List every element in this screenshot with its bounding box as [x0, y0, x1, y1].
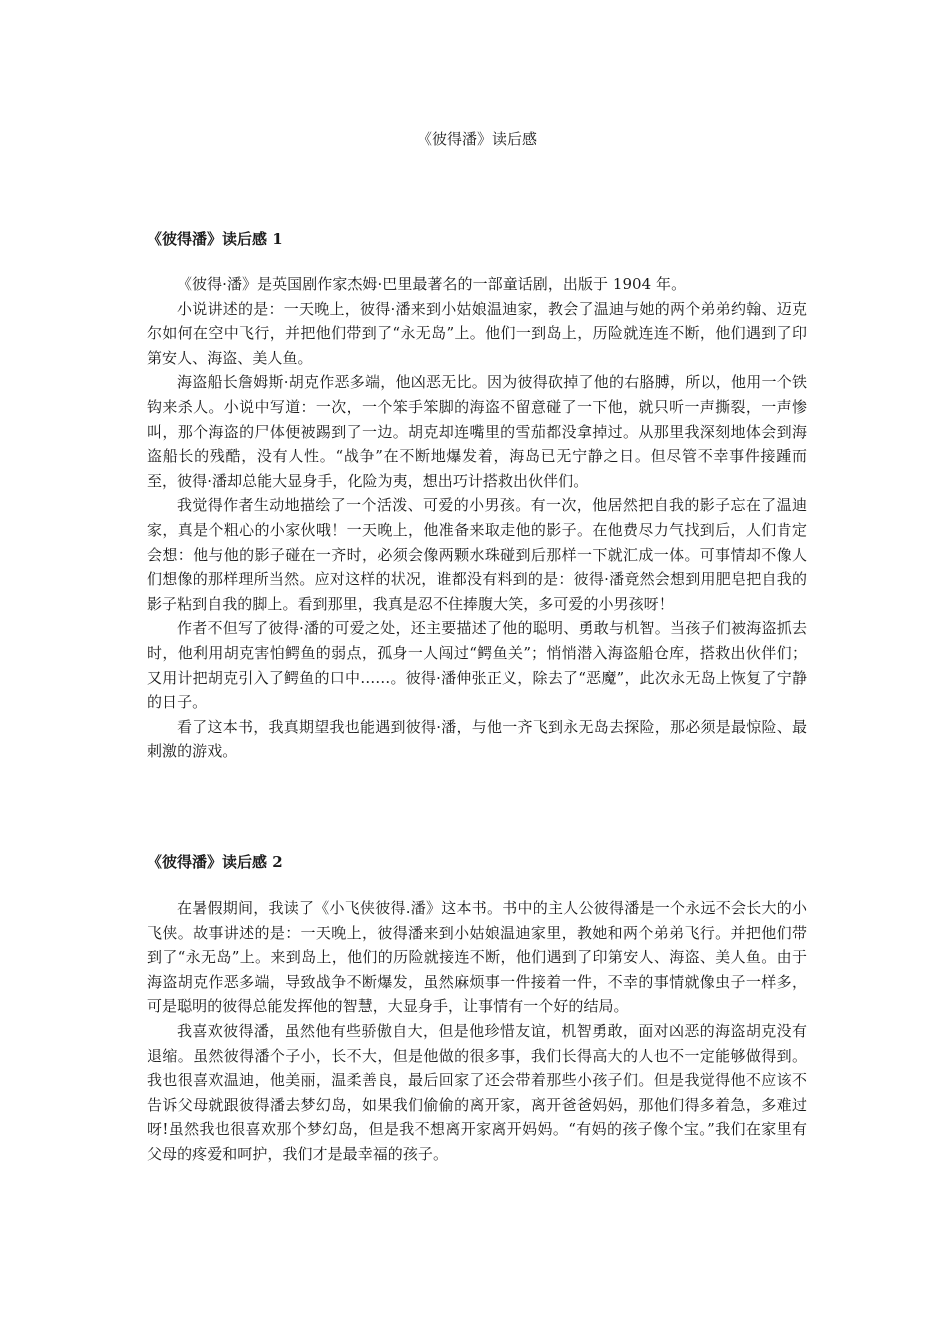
paragraph: 《彼得·潘》是英国剧作家杰姆·巴里最著名的一部童话剧，出版于 1904 年。	[177, 275, 687, 293]
section-heading-2: 《彼得潘》读后感 2	[147, 853, 283, 871]
paragraph: 我喜欢彼得潘，虽然他有些骄傲自大，但是他珍惜友谊，机智勇敢，面对凶恶的海盗胡克没有退缩。虽然彼得潘个子小，长不大，但是他做的很多事，我们长得高大的人也不一定能够做得到。我也很喜欢温迪，他美丽，温柔善良，最后回家了还会带着那些小孩子们。但是我觉得他不应该不告诉父母就跟彼得潘去梦幻岛，如果我们偷偷的离开家，离开爸爸妈妈，那他们得多着急，多难过呀!虽然我也很喜欢那个梦幻岛，但是我不想离开家离开妈妈。“有妈的孩子像个宝。”我们在家里有父母的疼爱和呵护，我们才是最幸福的孩子。	[147, 1021, 807, 1163]
document-title: 《彼得潘》读后感	[416, 130, 537, 148]
paragraph: 我觉得作者生动地描绘了一个活泼、可爱的小男孩。有一次，他居然把自我的影子忘在了温迪家，真是个粗心的小家伙哦！一天晚上，他准备来取走他的影子。在他费尽力气找到后，人们肯定会想：他与他的影子碰在一齐时，必须会像两颗水珠碰到后那样一下就汇成一体。可事情却不像人们想像的那样理所当然。应对这样的状况，谁都没有料到的是：彼得·潘竟然会想到用肥皂把自我的影子粘到自我的脚上。看到那里，我真是忍不住捧腹大笑，多可爱的小男孩呀！	[147, 496, 807, 613]
paragraph: 看了这本书，我真期望我也能遇到彼得·潘，与他一齐飞到永无岛去探险，那必须是最惊险、最刺激的游戏。	[147, 717, 807, 761]
paragraph: 海盗船长詹姆斯·胡克作恶多端，他凶恶无比。因为彼得砍掉了他的右胳膊，所以，他用一个铁钩来杀人。小说中写道：一次，一个笨手笨脚的海盗不留意碰了一下他，就只听一声撕裂，一声惨叫，那个海盗的尸体便被踢到了一边。胡克却连嘴里的雪茄都没拿掉过。从那里我深刻地体会到海盗船长的残酷，没有人性。“战争”在不断地爆发着，海岛已无宁静之日。但尽管不幸事件接踵而至，彼得·潘却总能大显身手，化险为夷，想出巧计搭救出伙伴们。	[147, 373, 807, 490]
paragraph: 作者不但写了彼得·潘的可爱之处，还主要描述了他的聪明、勇敢与机智。当孩子们被海盗抓去时，他利用胡克害怕鳄鱼的弱点，孤身一人闯过“鳄鱼关”；悄悄潜入海盗船仓库，搭救出伙伴们；又用计把胡克引入了鳄鱼的口中……。彼得·潘伸张正义，除去了“恶魔”，此次永无岛上恢复了宁静的日子。	[147, 619, 807, 712]
section-body-1	[147, 272, 807, 764]
section-heading-1: 《彼得潘》读后感 1	[147, 230, 283, 248]
section-body-2	[147, 896, 807, 1167]
paragraph: 在暑假期间，我读了《小飞侠彼得.潘》这本书。书中的主人公彼得潘是一个永远不会长大的小飞侠。故事讲述的是：一天晚上，彼得潘来到小姑娘温迪家里，教她和两个弟弟飞行。并把他们带到了“永无岛”上。来到岛上，他们的历险就接连不断，他们遇到了印第安人、海盗、美人鱼。由于海盗胡克作恶多端，导致战争不断爆发，虽然麻烦事一件接着一件，不幸的事情就像虫子一样多，可是聪明的彼得总能发挥他的智慧，大显身手，让事情有一个好的结局。	[147, 899, 807, 1016]
paragraph: 小说讲述的是：一天晚上，彼得·潘来到小姑娘温迪家，教会了温迪与她的两个弟弟约翰、迈克尔如何在空中飞行，并把他们带到了“永无岛”上。他们一到岛上，历险就连连不断，他们遇到了印第安人、海盗、美人鱼。	[147, 299, 807, 367]
